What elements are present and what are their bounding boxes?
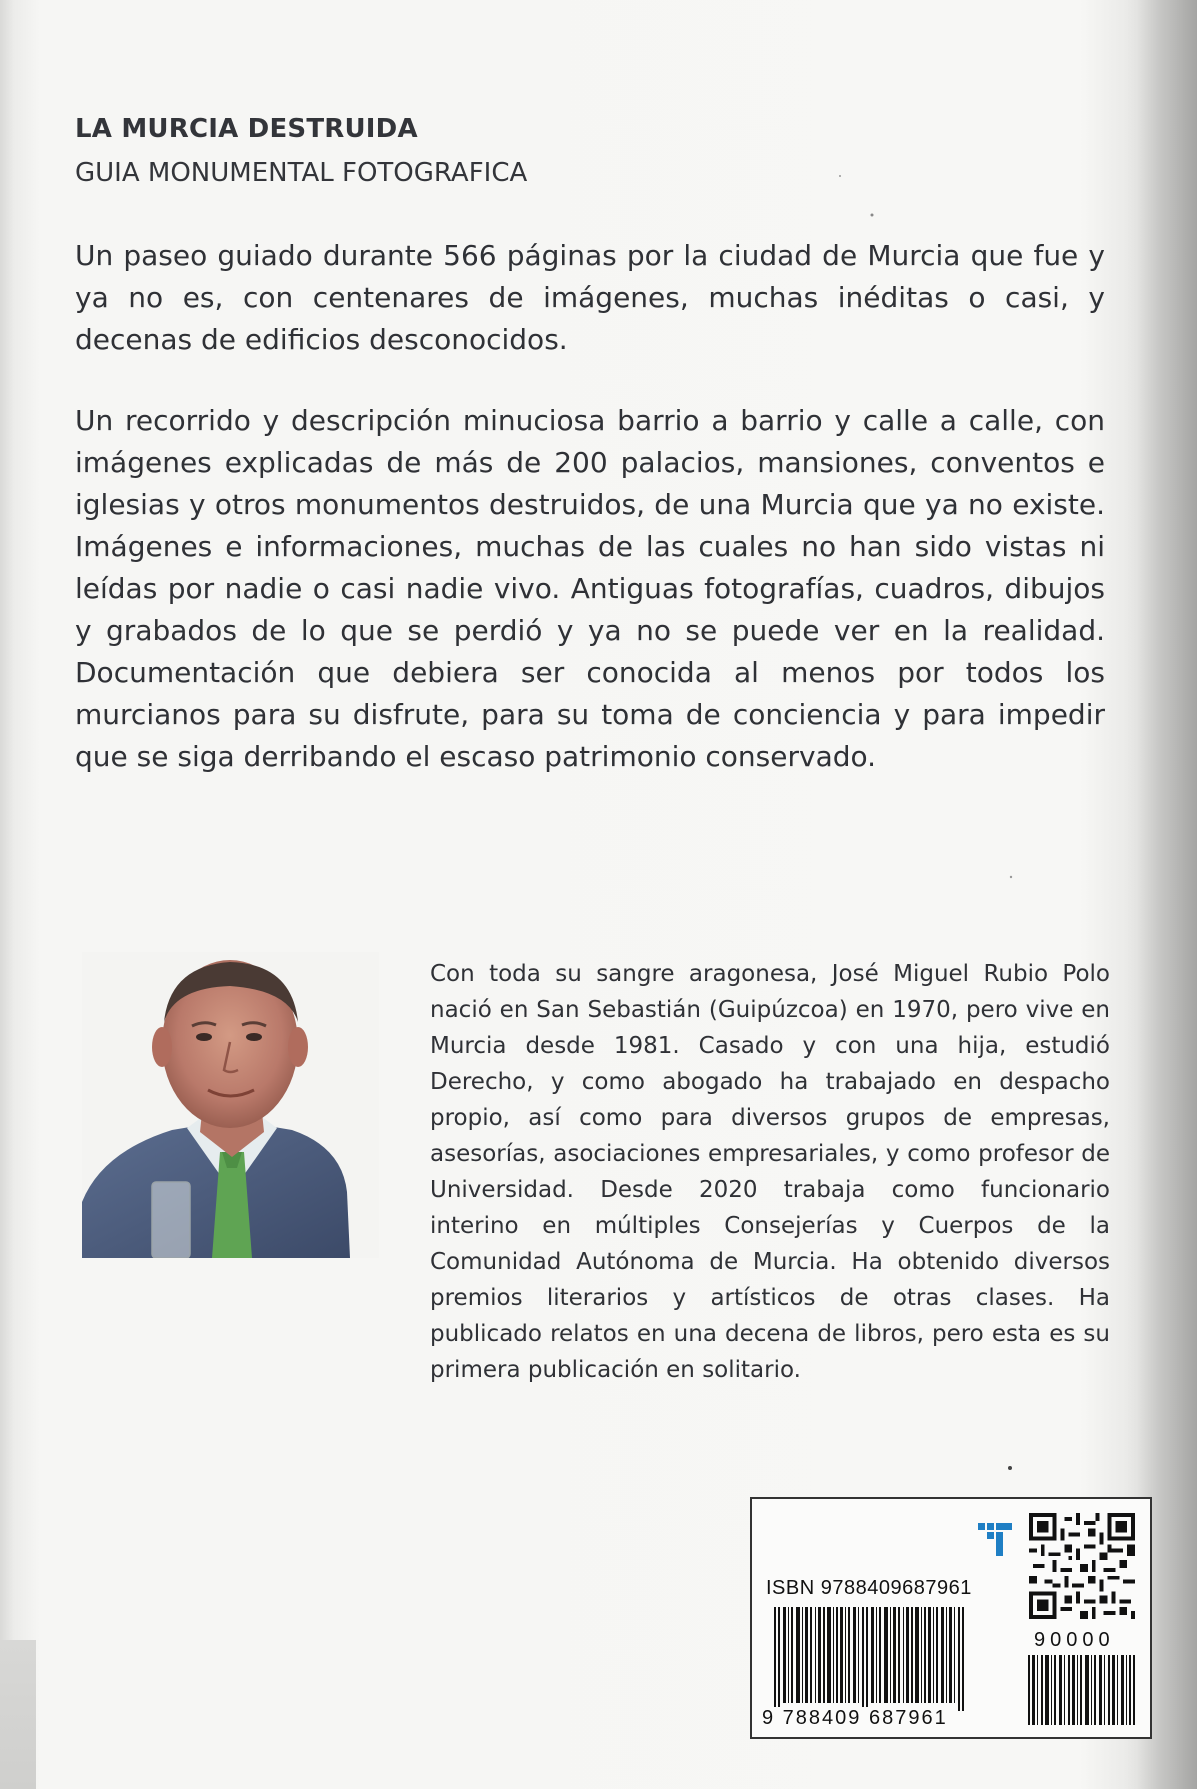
publisher-logo-icon — [974, 1517, 1016, 1559]
scan-edge — [0, 1640, 36, 1789]
isbn-label: ISBN 9788409687961 — [766, 1577, 972, 1599]
barcode-digits: 9 788409 687961 — [762, 1707, 948, 1729]
qr-code-icon — [1028, 1513, 1136, 1619]
blurb-paragraph-1: Un paseo guiado durante 566 páginas por la ciudad de Murcia que fue y ya no es, con centenares de imágenes, muchas inéditas o casi, y decenas de edificios desconocidos. — [75, 239, 1105, 356]
author-bio: Con toda su sangre aragonesa, José Miguel Rubio Polo nació en San Sebastián (Guipúzcoa) en 1970, pero vive en Murcia desde 1981. Casado y con una hija, estudió Derecho, y como abogado ha trabajado en despacho propio, así como para diversos grupos de empresas, asesorías, asociaciones empresariales, y como profesor de Universidad. Desde 2020 trabaja como funcionario interino en múltiples Consejerías y Cuerpos de la Comunidad Autónoma de Murcia. Ha obtenido diversos premios literarios y artísticos de otras clases. Ha publicado relatos en una decena de libros, pero esta es su primera publicación en solitario. — [430, 961, 1110, 1383]
addon-barcode — [1028, 1655, 1136, 1725]
book-title: LA MURCIA DESTRUIDA — [75, 114, 418, 144]
author-portrait-icon — [82, 952, 379, 1258]
isbn-barcode — [774, 1607, 974, 1711]
book-subtitle: GUIA MONUMENTAL FOTOGRAFICA — [75, 158, 528, 188]
isbn-barcode-box — [750, 1497, 1152, 1739]
addon-digits: 90000 — [1034, 1629, 1115, 1651]
author-photo — [82, 952, 379, 1258]
blurb-paragraph-2: Un recorrido y descripción minuciosa barrio a barrio y calle a calle, con imágenes explicadas de más de 200 palacios, mansiones, conventos e iglesias y otros monumentos destruidos, de una Murcia que ya no existe. Imágenes e informaciones, muchas de las cuales no han sido vistas ni leídas por nadie o casi nadie vivo. Antiguas fotografías, cuadros, dibujos y grabados de lo que se perdió y ya no se puede ver en la realidad. Documentación que debiera ser conocida al menos por todos los murcianos para su disfrute, para su toma de conciencia y para impedir que se siga derribando el escaso patrimonio conservado. — [75, 404, 1105, 773]
